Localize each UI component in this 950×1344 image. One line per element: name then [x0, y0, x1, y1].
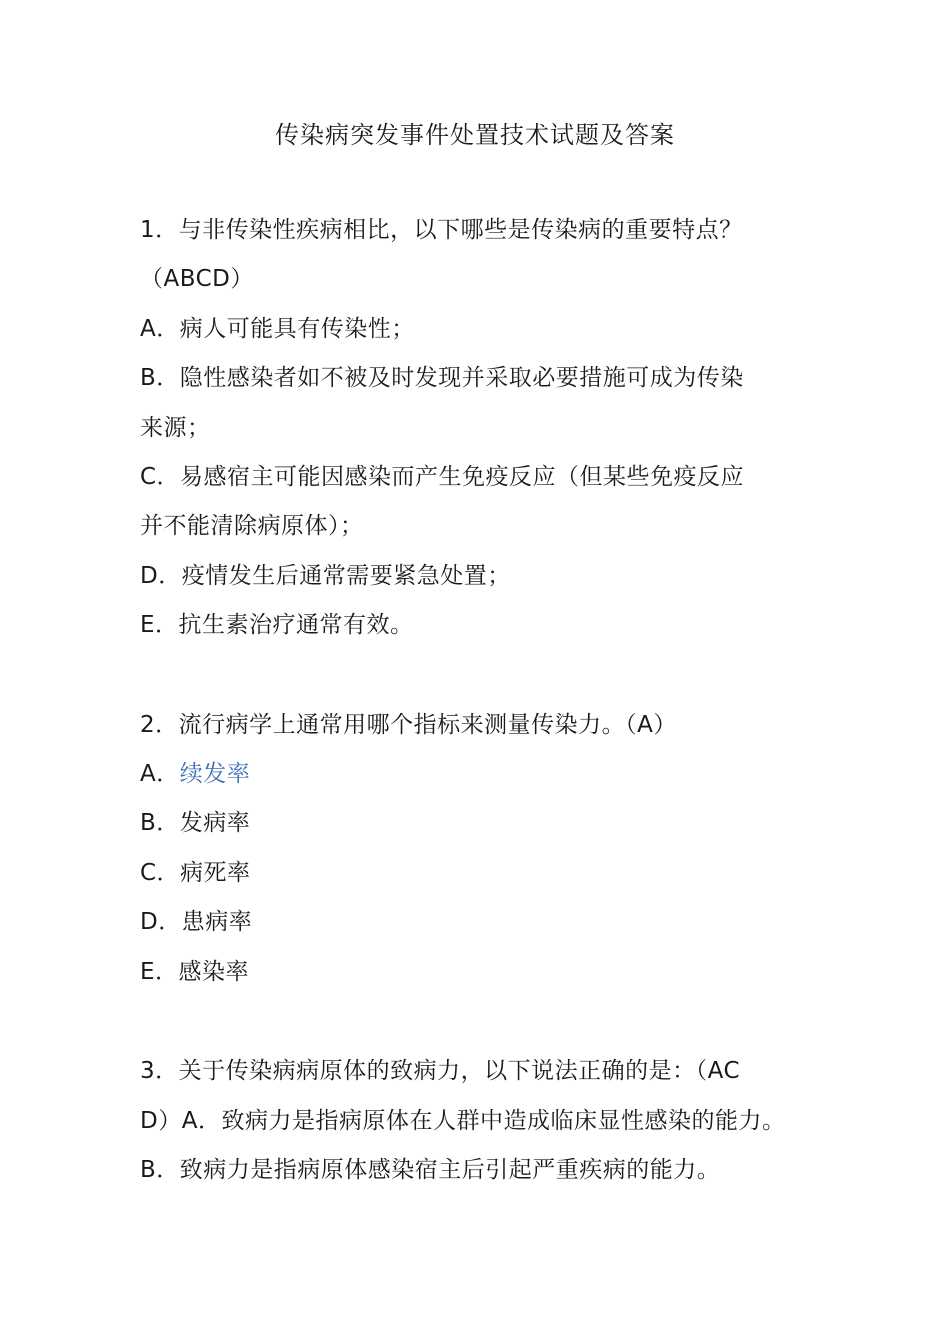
question-1-option-d: D．疫情发生后通常需要紧急处置； [140, 562, 511, 589]
question-1 [140, 206, 840, 651]
question-1-answer: （ABCD） [140, 266, 254, 293]
question-1-option-a: A．病人可能具有传染性； [140, 315, 415, 342]
question-2-option-a-link[interactable]: 续发率 [179, 761, 251, 788]
question-2-option-b: B．发病率 [140, 810, 251, 837]
document-title: 传染病突发事件处置技术试题及答案 [275, 121, 675, 149]
question-2-option-a [140, 750, 840, 799]
question-3-option-b: B．致病力是指病原体感染宿主后引起严重疾病的能力。 [140, 1156, 721, 1183]
question-2 [140, 701, 840, 997]
question-1-option-c: C．易感宿主可能因感染而产生免疫反应（但某些免疫反应 [140, 464, 745, 491]
question-1-stem: 1．与非传染性疾病相比，以下哪些是传染病的重要特点？ [140, 217, 743, 243]
question-3 [140, 1047, 840, 1195]
question-3-stem: 3．关于传染病病原体的致病力，以下说法正确的是：（AC [140, 1058, 741, 1085]
question-2-option-e: E．感染率 [140, 958, 250, 985]
question-1-option-b: B．隐性感染者如不被及时发现并采取必要措施可成为传染 [140, 365, 744, 392]
question-1-option-e: E．抗生素治疗通常有效。 [140, 612, 414, 639]
question-2-stem: 2．流行病学上通常用哪个指标来测量传染力。（A） [140, 711, 677, 738]
question-2-option-a-prefix: A． [140, 761, 180, 788]
question-1-option-c-cont: 并不能清除病原体）； [140, 513, 364, 540]
question-3-answer-option-a: D）A．致病力是指病原体在人群中造成临床显性感染的能力。 [140, 1107, 786, 1134]
question-2-option-d: D．患病率 [140, 909, 253, 936]
question-2-option-c: C．病死率 [140, 859, 251, 886]
question-1-option-b-cont: 来源； [140, 414, 211, 441]
document-body [140, 206, 840, 1195]
